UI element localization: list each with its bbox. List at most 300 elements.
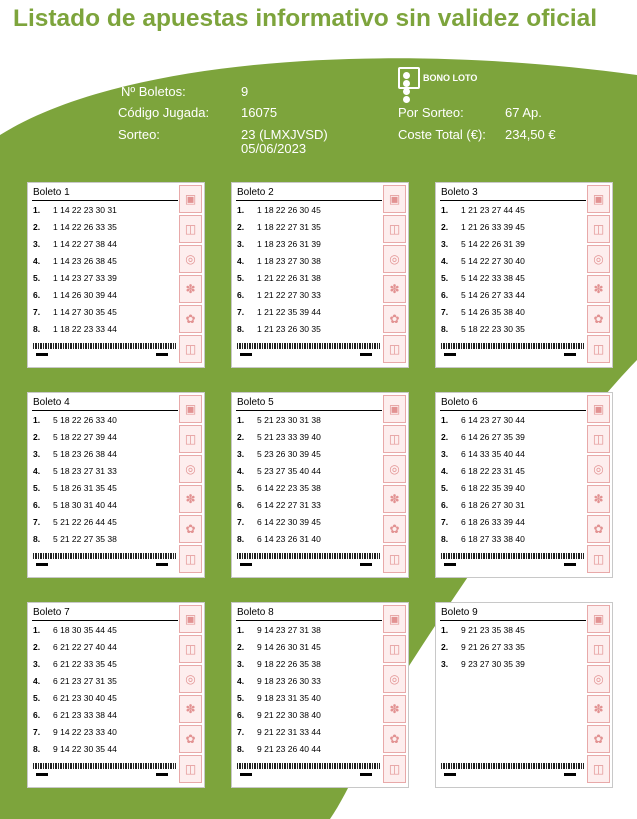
- bet-row: [237, 642, 321, 659]
- decorative-icon: ◫: [587, 755, 610, 783]
- bet-number: 6.: [237, 290, 245, 300]
- bet-numbers: 1 14 23 26 38 45: [53, 256, 117, 266]
- decorative-icon: ▣: [179, 185, 202, 213]
- bet-numbers: 5 18 30 31 40 44: [53, 500, 117, 510]
- bet-row: [441, 466, 525, 483]
- ticket-title: Boleto 8: [237, 607, 274, 618]
- bet-number: 1.: [441, 415, 449, 425]
- bet-numbers: 5 14 22 27 30 40: [461, 256, 525, 266]
- ticket-divider: [236, 200, 382, 201]
- bet-row: [33, 676, 117, 693]
- bet-numbers: 5 18 23 27 31 33: [53, 466, 117, 476]
- bet-row: [33, 659, 117, 676]
- bet-number: 1.: [237, 415, 245, 425]
- ticket-rows: [441, 205, 525, 341]
- bet-numbers: 1 18 22 26 30 45: [257, 205, 321, 215]
- bet-number: 6.: [441, 290, 449, 300]
- logo-text: BONO LOTO: [423, 73, 478, 83]
- ticket-side-strip: [179, 185, 202, 365]
- bet-numbers: 9 21 23 35 38 45: [461, 625, 525, 635]
- bet-numbers: 5 18 26 31 35 45: [53, 483, 117, 493]
- bet-number: 5.: [441, 483, 449, 493]
- decorative-icon: ◫: [587, 425, 610, 453]
- bet-number: 7.: [237, 307, 245, 317]
- bet-number: 4.: [237, 676, 245, 686]
- bet-number: 2.: [237, 642, 245, 652]
- bet-number: 2.: [33, 642, 41, 652]
- bet-row: [237, 500, 321, 517]
- ticket-title: Boleto 1: [33, 187, 70, 198]
- bet-row: [237, 256, 321, 273]
- barcode: [441, 763, 584, 769]
- ticket-title: Boleto 2: [237, 187, 274, 198]
- bet-number: 1.: [33, 415, 41, 425]
- bet-row: [33, 483, 117, 500]
- bet-row: [33, 744, 117, 761]
- bet-numbers: 1 21 23 26 30 35: [257, 324, 321, 334]
- bet-row: [33, 517, 117, 534]
- decorative-icon: ✿: [179, 305, 202, 333]
- ticket-divider: [32, 200, 178, 201]
- decorative-icon: ▣: [383, 605, 406, 633]
- bet-numbers: 6 18 22 23 31 45: [461, 466, 525, 476]
- decorative-icon: ✿: [587, 725, 610, 753]
- bet-numbers: 5 14 22 33 38 45: [461, 273, 525, 283]
- bet-row: [237, 449, 321, 466]
- ticket-card: [435, 182, 613, 368]
- bet-row: [237, 676, 321, 693]
- bet-number: 5.: [33, 693, 41, 703]
- decorative-icon: ✽: [179, 275, 202, 303]
- bet-numbers: 9 14 22 23 33 40: [53, 727, 117, 737]
- barcode: [237, 343, 380, 349]
- bet-number: 5.: [441, 273, 449, 283]
- ticket-rows: [441, 415, 525, 551]
- bet-row: [33, 693, 117, 710]
- ticket-divider: [236, 410, 382, 411]
- barcode: [441, 553, 584, 559]
- bet-numbers: 6 14 22 23 35 38: [257, 483, 321, 493]
- bet-number: 8.: [33, 324, 41, 334]
- boletos-value: 9: [241, 84, 249, 99]
- decorative-icon: ◫: [383, 215, 406, 243]
- decorative-icon: ✽: [587, 695, 610, 723]
- ticket-divider: [440, 410, 586, 411]
- bet-numbers: 6 14 26 27 35 39: [461, 432, 525, 442]
- bet-numbers: 6 21 23 33 38 44: [53, 710, 117, 720]
- ticket-title: Boleto 7: [33, 607, 70, 618]
- barcode: [441, 343, 584, 349]
- codigo-label: Código Jugada:: [118, 105, 210, 120]
- bet-row: [33, 432, 117, 449]
- coste-value: 234,50 €: [505, 127, 556, 142]
- bet-numbers: 1 21 23 27 44 45: [461, 205, 525, 215]
- bet-numbers: 5 18 23 26 38 44: [53, 449, 117, 459]
- bet-row: [237, 625, 321, 642]
- bet-number: 7.: [441, 307, 449, 317]
- barcode-mark: [36, 773, 48, 776]
- bet-row: [441, 642, 525, 659]
- por-sorteo-label: Por Sorteo:: [398, 105, 464, 120]
- bet-row: [33, 500, 117, 517]
- barcode-mark: [564, 353, 576, 356]
- bet-number: 4.: [33, 676, 41, 686]
- bet-row: [33, 625, 117, 642]
- bet-number: 5.: [33, 483, 41, 493]
- decorative-icon: ✽: [383, 275, 406, 303]
- bet-number: 1.: [33, 205, 41, 215]
- bet-row: [237, 466, 321, 483]
- bet-number: 8.: [441, 324, 449, 334]
- barcode-mark: [360, 563, 372, 566]
- bet-number: 2.: [33, 432, 41, 442]
- bet-number: 7.: [33, 517, 41, 527]
- bet-row: [33, 710, 117, 727]
- bet-number: 4.: [441, 466, 449, 476]
- ticket-side-strip: [587, 185, 610, 365]
- decorative-icon: ◫: [383, 425, 406, 453]
- barcode-mark: [156, 563, 168, 566]
- bet-numbers: 5 23 27 35 40 44: [257, 466, 321, 476]
- bet-numbers: 9 21 23 26 40 44: [257, 744, 321, 754]
- barcode-mark: [444, 773, 456, 776]
- bet-number: 3.: [237, 239, 245, 249]
- ticket-card: [435, 392, 613, 578]
- bet-row: [33, 222, 117, 239]
- bet-row: [237, 273, 321, 290]
- bet-numbers: 6 18 30 35 44 45: [53, 625, 117, 635]
- bet-number: 8.: [237, 534, 245, 544]
- bet-number: 3.: [441, 449, 449, 459]
- bet-row: [33, 642, 117, 659]
- ticket-side-strip: [587, 395, 610, 575]
- ticket-rows: [237, 625, 321, 761]
- decorative-icon: ▣: [383, 185, 406, 213]
- bet-row: [441, 483, 525, 500]
- bonoloto-logo: [398, 67, 477, 89]
- decorative-icon: ▣: [587, 185, 610, 213]
- bet-row: [237, 415, 321, 432]
- bet-row: [237, 324, 321, 341]
- bet-number: 6.: [441, 500, 449, 510]
- bet-numbers: 9 14 26 30 31 45: [257, 642, 321, 652]
- bet-number: 6.: [33, 710, 41, 720]
- ticket-card: [231, 182, 409, 368]
- barcode: [33, 553, 176, 559]
- barcode: [237, 763, 380, 769]
- bet-numbers: 5 18 22 27 39 44: [53, 432, 117, 442]
- bet-number: 1.: [237, 625, 245, 635]
- page-title: Listado de apuestas informativo sin validez oficial: [13, 5, 598, 32]
- decorative-icon: ◫: [383, 755, 406, 783]
- bet-row: [237, 239, 321, 256]
- bet-number: 3.: [441, 659, 449, 669]
- barcode-mark: [240, 353, 252, 356]
- bet-row: [441, 659, 525, 676]
- bet-row: [33, 449, 117, 466]
- bet-numbers: 1 21 22 26 31 38: [257, 273, 321, 283]
- decorative-icon: ✽: [383, 485, 406, 513]
- bet-numbers: 1 18 23 27 30 38: [257, 256, 321, 266]
- ticket-card: [27, 602, 205, 788]
- bet-number: 2.: [237, 222, 245, 232]
- bet-row: [441, 449, 525, 466]
- barcode-mark: [564, 773, 576, 776]
- decorative-icon: ▣: [587, 395, 610, 423]
- bet-numbers: 6 14 22 30 39 45: [257, 517, 321, 527]
- decorative-icon: ✿: [179, 725, 202, 753]
- bet-number: 8.: [33, 744, 41, 754]
- bet-row: [237, 307, 321, 324]
- bet-row: [441, 205, 525, 222]
- decorative-icon: ✽: [179, 695, 202, 723]
- bet-row: [237, 710, 321, 727]
- barcode-mark: [564, 563, 576, 566]
- decorative-icon: ◫: [179, 215, 202, 243]
- bet-row: [441, 307, 525, 324]
- ticket-rows: [441, 625, 525, 676]
- decorative-icon: ◎: [179, 665, 202, 693]
- bet-number: 3.: [237, 659, 245, 669]
- bet-number: 1.: [441, 205, 449, 215]
- bet-row: [441, 534, 525, 551]
- bet-numbers: 9 23 27 30 35 39: [461, 659, 525, 669]
- bet-numbers: 1 21 22 27 30 33: [257, 290, 321, 300]
- decorative-icon: ✿: [587, 515, 610, 543]
- decorative-icon: ✽: [587, 485, 610, 513]
- ticket-rows: [33, 205, 117, 341]
- ticket-side-strip: [383, 395, 406, 575]
- bet-number: 7.: [441, 517, 449, 527]
- bet-number: 8.: [237, 744, 245, 754]
- bet-numbers: 1 14 22 26 33 35: [53, 222, 117, 232]
- coste-label: Coste Total (€):: [398, 127, 486, 142]
- decorative-icon: ◫: [383, 335, 406, 363]
- bet-number: 4.: [441, 256, 449, 266]
- bet-number: 8.: [237, 324, 245, 334]
- decorative-icon: ✽: [587, 275, 610, 303]
- bet-row: [33, 205, 117, 222]
- barcode-mark: [444, 563, 456, 566]
- decorative-icon: ◫: [179, 425, 202, 453]
- decorative-icon: ◎: [383, 455, 406, 483]
- ticket-divider: [440, 620, 586, 621]
- bet-number: 2.: [441, 642, 449, 652]
- bet-row: [33, 290, 117, 307]
- bet-number: 8.: [441, 534, 449, 544]
- decorative-icon: ◫: [179, 545, 202, 573]
- bet-numbers: 5 21 23 30 31 38: [257, 415, 321, 425]
- ticket-title: Boleto 9: [441, 607, 478, 618]
- decorative-icon: ◫: [587, 335, 610, 363]
- bet-row: [441, 239, 525, 256]
- barcode-mark: [240, 773, 252, 776]
- barcode: [33, 763, 176, 769]
- barcode-mark: [156, 353, 168, 356]
- bet-number: 7.: [33, 727, 41, 737]
- bet-row: [237, 222, 321, 239]
- bet-row: [237, 290, 321, 307]
- bet-number: 1.: [441, 625, 449, 635]
- barcode-mark: [360, 353, 372, 356]
- barcode-mark: [240, 563, 252, 566]
- decorative-icon: ✿: [383, 515, 406, 543]
- bet-number: 1.: [237, 205, 245, 215]
- bet-row: [441, 432, 525, 449]
- decorative-icon: ◫: [587, 635, 610, 663]
- ticket-title: Boleto 6: [441, 397, 478, 408]
- bet-numbers: 6 18 22 35 39 40: [461, 483, 525, 493]
- bet-numbers: 6 14 22 27 31 33: [257, 500, 321, 510]
- barcode: [237, 553, 380, 559]
- sorteo-label: Sorteo:: [118, 127, 160, 142]
- decorative-icon: ✽: [179, 485, 202, 513]
- bet-number: 2.: [237, 432, 245, 442]
- bet-numbers: 6 21 22 27 40 44: [53, 642, 117, 652]
- bet-row: [441, 290, 525, 307]
- bet-number: 5.: [237, 693, 245, 703]
- bet-number: 2.: [441, 222, 449, 232]
- bet-numbers: 1 14 22 27 38 44: [53, 239, 117, 249]
- decorative-icon: ✿: [587, 305, 610, 333]
- bet-row: [33, 273, 117, 290]
- bet-number: 3.: [33, 659, 41, 669]
- bet-row: [237, 744, 321, 761]
- ticket-title: Boleto 4: [33, 397, 70, 408]
- ticket-side-strip: [179, 605, 202, 785]
- decorative-icon: ▣: [179, 605, 202, 633]
- bet-row: [441, 625, 525, 642]
- bet-row: [441, 222, 525, 239]
- decorative-icon: ◎: [383, 245, 406, 273]
- bet-numbers: 6 21 23 30 40 45: [53, 693, 117, 703]
- bet-numbers: 6 21 23 27 31 35: [53, 676, 117, 686]
- bet-row: [237, 727, 321, 744]
- bet-numbers: 1 14 22 23 30 31: [53, 205, 117, 215]
- bet-numbers: 1 14 27 30 35 45: [53, 307, 117, 317]
- decorative-icon: ✿: [179, 515, 202, 543]
- bet-number: 7.: [237, 727, 245, 737]
- bet-number: 5.: [237, 273, 245, 283]
- barcode-mark: [36, 563, 48, 566]
- bet-numbers: 6 18 27 33 38 40: [461, 534, 525, 544]
- decorative-icon: ✿: [383, 725, 406, 753]
- bet-number: 6.: [237, 710, 245, 720]
- bet-number: 1.: [33, 625, 41, 635]
- por-sorteo-value: 67 Ap.: [505, 105, 542, 120]
- bet-numbers: 9 21 22 31 33 44: [257, 727, 321, 737]
- decorative-icon: ◫: [179, 635, 202, 663]
- bet-row: [237, 693, 321, 710]
- bet-number: 3.: [441, 239, 449, 249]
- decorative-icon: ▣: [383, 395, 406, 423]
- bet-number: 3.: [237, 449, 245, 459]
- ticket-divider: [440, 200, 586, 201]
- bet-number: 6.: [33, 500, 41, 510]
- bet-numbers: 6 18 26 33 39 44: [461, 517, 525, 527]
- decorative-icon: ◫: [179, 335, 202, 363]
- bet-number: 7.: [33, 307, 41, 317]
- barcode-mark: [444, 353, 456, 356]
- bet-row: [441, 273, 525, 290]
- bet-numbers: 6 14 33 35 40 44: [461, 449, 525, 459]
- ticket-side-strip: [383, 185, 406, 365]
- ticket-rows: [33, 415, 117, 551]
- bet-row: [33, 307, 117, 324]
- bet-numbers: 5 23 26 30 39 45: [257, 449, 321, 459]
- bet-number: 4.: [33, 466, 41, 476]
- bet-numbers: 5 18 22 23 30 35: [461, 324, 525, 334]
- clover-icon: [398, 67, 420, 89]
- ticket-card: [231, 392, 409, 578]
- bet-number: 2.: [441, 432, 449, 442]
- bet-numbers: 9 14 23 27 31 38: [257, 625, 321, 635]
- codigo-value: 16075: [241, 105, 278, 120]
- bet-numbers: 6 21 22 33 35 45: [53, 659, 117, 669]
- decorative-icon: ◫: [587, 545, 610, 573]
- bet-numbers: 9 14 22 30 35 44: [53, 744, 117, 754]
- barcode-mark: [156, 773, 168, 776]
- bet-numbers: 1 14 23 27 33 39: [53, 273, 117, 283]
- bet-numbers: 9 18 23 26 30 33: [257, 676, 321, 686]
- ticket-side-strip: [383, 605, 406, 785]
- bet-row: [237, 483, 321, 500]
- decorative-icon: ▣: [179, 395, 202, 423]
- decorative-icon: ◎: [179, 245, 202, 273]
- bet-row: [237, 659, 321, 676]
- ticket-card: [435, 602, 613, 788]
- bet-row: [33, 239, 117, 256]
- bet-row: [237, 432, 321, 449]
- bet-numbers: 9 18 23 31 35 40: [257, 693, 321, 703]
- ticket-title: Boleto 3: [441, 187, 478, 198]
- boletos-label: Nº Boletos:: [121, 84, 186, 99]
- decorative-icon: ✿: [383, 305, 406, 333]
- ticket-divider: [236, 620, 382, 621]
- ticket-divider: [32, 620, 178, 621]
- decorative-icon: ◎: [587, 665, 610, 693]
- bet-numbers: 1 21 26 33 39 45: [461, 222, 525, 232]
- decorative-icon: ◎: [587, 455, 610, 483]
- bet-row: [441, 415, 525, 432]
- bet-numbers: 9 18 22 26 35 38: [257, 659, 321, 669]
- decorative-icon: ◎: [383, 665, 406, 693]
- decorative-icon: ◫: [383, 635, 406, 663]
- bet-row: [441, 324, 525, 341]
- bet-row: [33, 256, 117, 273]
- bet-number: 4.: [33, 256, 41, 266]
- bet-number: 5.: [33, 273, 41, 283]
- bet-row: [441, 500, 525, 517]
- barcode: [33, 343, 176, 349]
- ticket-title: Boleto 5: [237, 397, 274, 408]
- ticket-rows: [33, 625, 117, 761]
- barcode-mark: [36, 353, 48, 356]
- bet-number: 7.: [237, 517, 245, 527]
- bet-row: [237, 205, 321, 222]
- bet-numbers: 5 14 26 35 38 40: [461, 307, 525, 317]
- sorteo-value-line2: 05/06/2023: [241, 141, 307, 156]
- bet-row: [33, 534, 117, 551]
- decorative-icon: ◫: [383, 545, 406, 573]
- bet-numbers: 1 14 26 30 39 44: [53, 290, 117, 300]
- bet-numbers: 5 21 23 33 39 40: [257, 432, 321, 442]
- sorteo-value-line1: 23 (LMXJVSD): [241, 127, 328, 142]
- decorative-icon: ◎: [587, 245, 610, 273]
- bet-numbers: 5 14 22 26 31 39: [461, 239, 525, 249]
- decorative-icon: ◫: [587, 215, 610, 243]
- bet-number: 2.: [33, 222, 41, 232]
